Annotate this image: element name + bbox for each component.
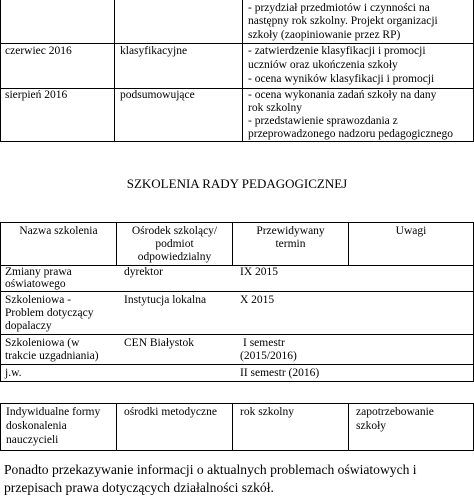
forms-cell4-line2: szkoły — [356, 420, 387, 432]
training-row3-term-line2: (2015/2016) — [240, 350, 297, 362]
section-title: SZKOLENIA RADY PEDAGOGICZNEJ — [126, 176, 348, 191]
training-row4-term: II semestr (2016) — [240, 367, 320, 379]
footer-paragraph-line1: Ponadto przekazywanie informacji o aktualnych problemach oświatowych i — [4, 462, 417, 477]
forms-cell1-line2: doskonalenia — [6, 420, 67, 432]
training-row2-name-line3: dopalaczy — [5, 320, 52, 332]
training-row3-center: CEN Białystok — [124, 337, 194, 349]
top-row1-activity-line3: - ocena wyników klasyfikacji i promocji — [248, 73, 435, 85]
forms-cell1-line1: Indywidualne formy — [6, 406, 101, 418]
training-row4-name: j.w. — [5, 367, 22, 379]
top-row2-activity-line4: przeprowadzonego nadzoru pedagogicznego — [248, 128, 453, 140]
training-row3-term-line1: I semestr — [243, 337, 285, 349]
training-row2-term: X 2015 — [240, 294, 275, 306]
top-row2-activity-line2: rok szkolny — [248, 102, 302, 114]
training-row3-name-line2: trakcie uzgadniania) — [5, 350, 99, 362]
training-row3-name-line1: Szkoleniowa (w — [5, 337, 80, 349]
top-row2-date: sierpień 2016 — [5, 89, 68, 101]
top-row1-activity-line2: uczniów oraz ukończenia szkoły — [248, 59, 398, 71]
header-notes: Uwagi — [395, 225, 427, 237]
top-row1-activity-line1: - zatwierdzenie klasyfikacji i promocji — [248, 45, 426, 57]
top-row1-date: czerwiec 2016 — [5, 45, 72, 57]
training-row1-center: dyrektor — [124, 266, 163, 278]
training-row1-name-line2: oświatowego — [5, 278, 66, 290]
top-row0-activity-line2: następny rok szkolny. Projekt organizacji — [248, 15, 438, 27]
training-row2-name-line1: Szkoleniowa - — [5, 294, 72, 306]
forms-cell4-line1: zapotrzebowanie — [356, 406, 434, 418]
training-row2-center: Instytucja lokalna — [124, 294, 207, 306]
forms-cell3: rok szkolny — [240, 406, 294, 418]
top-row2-activity-line1: - ocena wykonania zadań szkoły na dany — [248, 89, 437, 101]
top-row2-type: podsumowujące — [120, 89, 195, 101]
header-term-line1: Przewidywany — [256, 225, 325, 237]
header-training-name: Nazwa szkolenia — [19, 225, 98, 237]
training-row1-term: IX 2015 — [240, 266, 279, 278]
header-center-line1: Ośrodek szkolący/ — [131, 225, 218, 237]
training-row1-name-line1: Zmiany prawa — [5, 266, 72, 278]
training-row2-name-line2: Problem dotyczący — [5, 307, 94, 319]
top-row1-type: klasyfikacyjne — [120, 45, 188, 57]
header-term-line2: termin — [275, 238, 306, 250]
footer-paragraph-line2: przepisach prawa dotyczących działalności szkół. — [4, 480, 274, 495]
top-row2-activity-line3: - przedstawienie sprawozdania z — [248, 115, 398, 127]
top-row0-activity-line3: szkoły (zaopiniowanie przez RP) — [248, 29, 401, 41]
forms-cell1-line3: nauczycieli — [6, 434, 59, 446]
header-center-line3: odpowiedzialny — [137, 251, 212, 263]
header-center-line2: podmiot — [155, 238, 194, 250]
forms-cell2: ośrodki metodyczne — [124, 406, 217, 418]
top-row0-activity-line1: - przydział przedmiotów i czynności na — [248, 2, 430, 14]
